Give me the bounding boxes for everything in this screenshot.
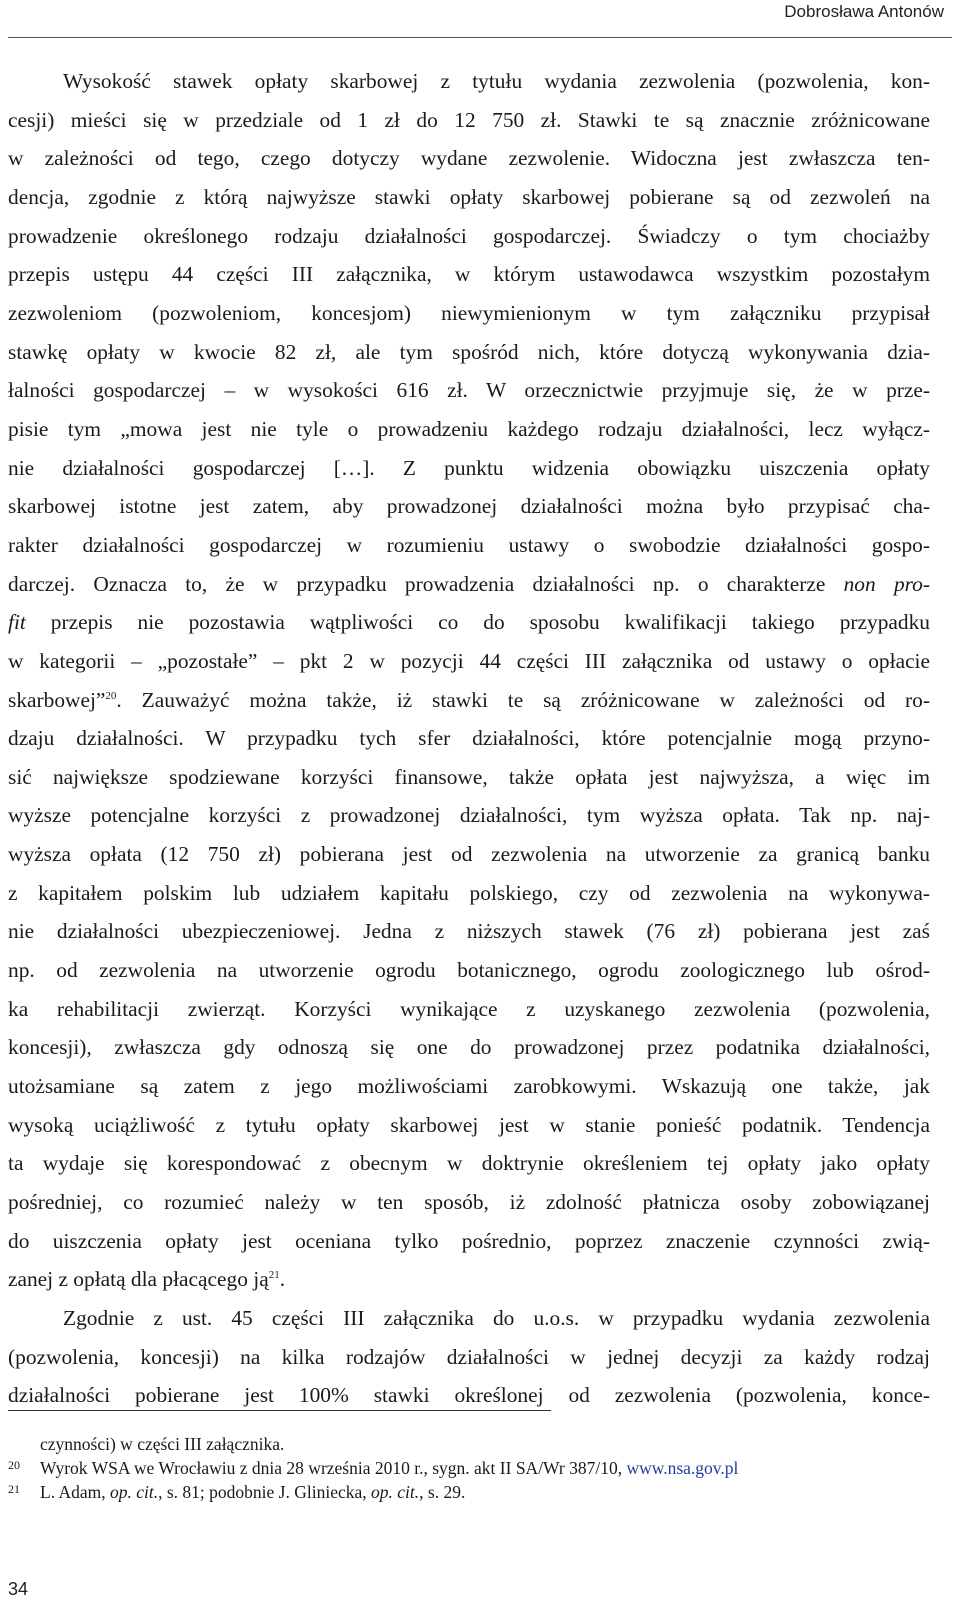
footnote-text: czynności) w części III załącznika. — [40, 1434, 285, 1454]
footnote-continuation — [8, 1432, 938, 1456]
text-line — [8, 1260, 930, 1299]
text-line: łalności gospodarczej – w wysokości 616 zł. W orzecznictwie przyjmuje się, że w prze- — [8, 378, 930, 403]
text-line: ka rehabilitacji zwierząt. Korzyści wynikające z uzyskanego zezwolenia (pozwolenia, — [8, 996, 930, 1021]
text-line: nie działalności ubezpieczeniowej. Jedna z niższych stawek (76 zł) pobierana jest zaś — [8, 919, 930, 944]
text-line: z kapitałem polskim lub udziałem kapitału polskiego, czy od zezwolenia na wykonywa- — [8, 880, 930, 905]
running-head-author: Dobrosława Antonów — [784, 2, 944, 21]
text-line: pisie tym „mowa jest nie tyle o prowadzeniu każdego rodzaju działalności, lecz wyłącz- — [8, 416, 930, 441]
main-text — [8, 62, 930, 1415]
footnote-number: 21 — [8, 1482, 20, 1496]
text-line: dzaju działalności. W przypadku tych sfer działalności, które potencjalnie mogą przyno- — [8, 726, 930, 751]
text-line: przepis ustępu 44 części III załącznika, w którym ustawodawca wszystkim pozostałym — [8, 262, 930, 287]
text-line: rakter działalności gospodarczej w rozumieniu ustawy o swobodzie działalności gospo- — [8, 532, 930, 557]
text-line: (pozwolenia, koncesji) na kilka rodzajów działalności w jednej decyzji za każdy rodzaj — [8, 1344, 930, 1369]
footnotes — [8, 1432, 938, 1504]
text-line: w kategorii – „pozostałe” – pkt 2 w pozycji 44 części III załącznika od ustawy o opłacie — [8, 648, 930, 673]
footnote-text: Wyrok WSA we Wrocławiu z dnia 28 września 2010 r., sygn. akt II SA/Wr 387/10, — [40, 1458, 627, 1478]
text-run: zanej z opłatą dla płacącego ją — [8, 1267, 269, 1292]
text-run: przepis nie pozostawia wątpliwości co do sposobu kwalifikacji takiego przypadku — [25, 610, 930, 635]
footnote-text: , s. 81; podobnie J. Gliniecka, — [158, 1482, 372, 1502]
text-line: działalności pobierane jest 100% stawki określonej od zezwolenia (pozwolenia, konce- — [8, 1383, 930, 1408]
text-line: pośredniej, co rozumieć należy w ten sposób, iż zdolność płatnicza osoby zobowiązanej — [8, 1190, 930, 1215]
text-line: do uiszczenia opłaty jest oceniana tylko pośrednio, poprzez znaczenie czynności zwią- — [8, 1228, 930, 1253]
text-run: . — [279, 1267, 286, 1292]
text-line — [8, 681, 930, 720]
text-line: utożsamiane są zatem z jego możliwościami zarobkowymi. Wskazują one także, jak — [8, 1074, 930, 1099]
footnote-number: 20 — [8, 1458, 20, 1472]
footnote-text: , s. 29. — [419, 1482, 466, 1502]
text-line: ta wydaje się korespondować z obecnym w doktrynie określeniem tej opłaty jako opłaty — [8, 1151, 930, 1176]
text-run: skarbowej” — [8, 687, 106, 712]
text-line: sić największe spodziewane korzyści finansowe, także opłata jest najwyższa, a więc im — [8, 764, 930, 789]
text-line: wysoką uciążliwość z tytułu opłaty skarbowej jest w stanie ponieść podatnik. Tendencja — [8, 1112, 930, 1137]
text-line: cesji) mieści się w przedziale od 1 zł do 12 750 zł. Stawki te są znacznie zróżnicowane — [8, 107, 930, 132]
italic-term: fit — [8, 610, 26, 635]
text-line: skarbowej istotne jest zatem, aby prowadzonej działalności można było przypisać cha- — [8, 494, 930, 519]
text-run: darczej. Oznacza to, że w przypadku prowadzenia działalności np. o charakterze — [8, 571, 826, 596]
text-line: np. od zezwolenia na utworzenie ogrodu botanicznego, ogrodu zoologicznego lub ośrod- — [8, 958, 930, 983]
footnote-italic: op. cit. — [371, 1482, 420, 1502]
footnote-italic: op. cit. — [110, 1482, 159, 1502]
footnote-ref-20[interactable]: 20 — [105, 689, 117, 702]
text-line: koncesji), zwłaszcza gdy odnoszą się one do prowadzonej przez podatnika działalności, — [8, 1035, 930, 1060]
header-rule — [8, 37, 952, 38]
italic-term: non pro- — [843, 571, 930, 596]
footnote-ref-21[interactable]: 21 — [268, 1269, 280, 1282]
text-line: Wysokość stawek opłaty skarbowej z tytułu wydania zezwolenia (pozwolenia, kon- — [63, 69, 930, 93]
text-line: zezwoleniom (pozwoleniom, koncesjom) niewymienionym w tym załączniku przypisał — [8, 300, 930, 325]
paragraph-1 — [8, 62, 930, 1299]
footnote-text: L. Adam, — [40, 1482, 110, 1502]
text-line: nie działalności gospodarczej […]. Z punktu widzenia obowiązku uiszczenia opłaty — [8, 455, 930, 480]
text-line: stawkę opłaty w kwocie 82 zł, ale tym spośród nich, które dotyczą wykonywania dzia- — [8, 339, 930, 364]
footnote-21 — [8, 1480, 938, 1504]
nsa-link[interactable]: www.nsa.gov.pl — [626, 1458, 739, 1478]
text-line: wyższe potencjalne korzyści z prowadzonej działalności, tym wyższa opłata. Tak np. naj- — [8, 803, 930, 828]
text-line: wyższa opłata (12 750 zł) pobierana jest od zezwolenia na utworzenie za granicą banku — [8, 842, 930, 867]
text-run: . Zauważyć można także, iż stawki te są zróżnicowane w zależności od ro- — [116, 687, 930, 712]
text-line — [8, 565, 930, 604]
paragraph-2 — [8, 1299, 930, 1415]
text-line: Zgodnie z ust. 45 części III załącznika do u.o.s. w przypadku wydania zezwolenia — [63, 1306, 930, 1330]
text-line — [8, 603, 930, 642]
footnote-20 — [8, 1456, 938, 1480]
text-line: dencja, zgodnie z którą najwyższe stawki opłaty skarbowej pobierane są od zezwoleń na — [8, 184, 930, 209]
footnote-separator — [8, 1410, 551, 1411]
text-line: w zależności od tego, czego dotyczy wydane zezwolenie. Widoczna jest zwłaszcza ten- — [8, 146, 930, 171]
page-number: 34 — [8, 1579, 29, 1599]
text-line: prowadzenie określonego rodzaju działalności gospodarczej. Świadczy o tym chociażby — [8, 223, 930, 248]
